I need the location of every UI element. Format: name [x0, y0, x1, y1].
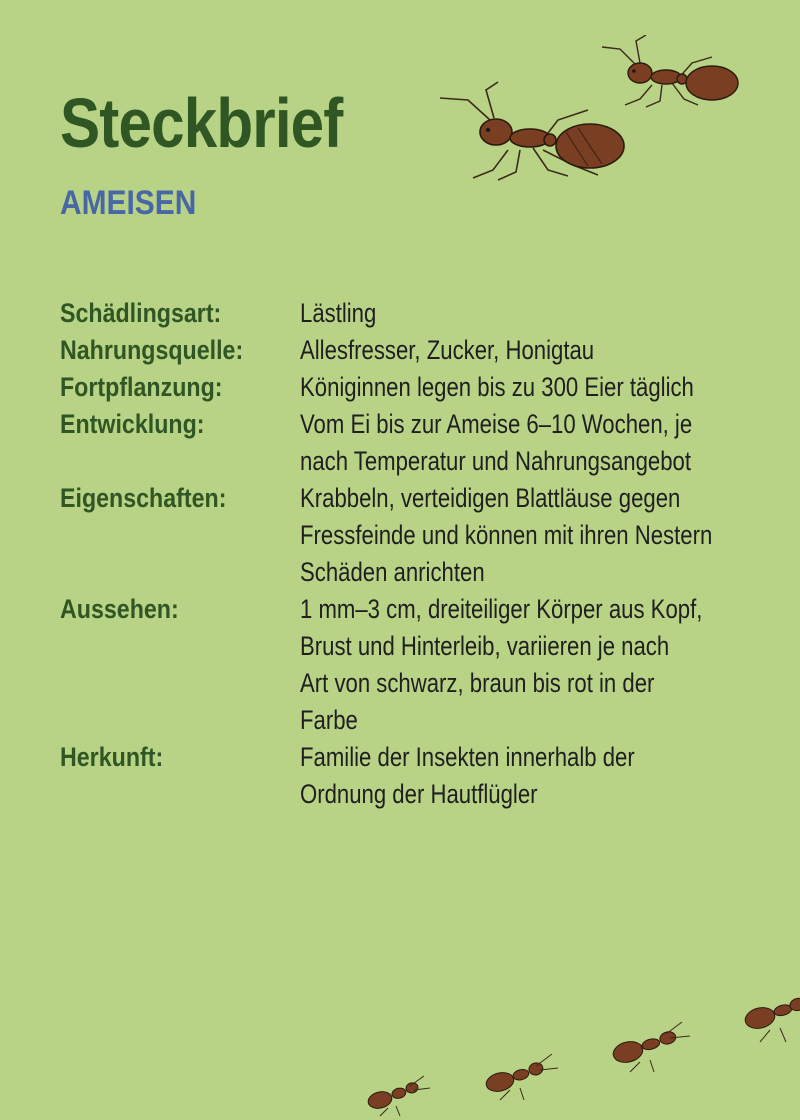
fact-value — [300, 480, 760, 591]
page-title: Steckbrief — [60, 84, 343, 162]
fact-label: Entwicklung: — [60, 409, 205, 439]
fact-label: Eigenschaften: — [60, 483, 227, 513]
fact-row — [60, 406, 760, 480]
fact-value-line: Farbe — [300, 705, 358, 735]
fact-row — [60, 295, 760, 332]
fact-value — [300, 591, 760, 739]
fact-row — [60, 591, 760, 739]
ant-trail — [360, 990, 800, 1120]
page-subtitle: AMEISEN — [60, 184, 197, 222]
fact-value-line: Lästling — [300, 298, 377, 328]
fact-label: Nahrungsquelle: — [60, 335, 244, 365]
ant-illustration-small — [600, 35, 750, 110]
fact-value-line: Brust und Hinterleib, variieren je nach — [300, 631, 670, 661]
fact-value-line: Vom Ei bis zur Ameise 6–10 Wochen, je — [300, 409, 693, 439]
fact-value — [300, 739, 760, 813]
fact-value — [300, 332, 760, 369]
fact-value-line: Familie der Insekten innerhalb der — [300, 742, 635, 772]
fact-row — [60, 369, 760, 406]
fact-value-line: Allesfresser, Zucker, Honigtau — [300, 335, 595, 365]
fact-value — [300, 369, 760, 406]
fact-list — [60, 295, 760, 813]
fact-row — [60, 480, 760, 591]
fact-value-line: 1 mm–3 cm, dreiteiliger Körper aus Kopf, — [300, 594, 703, 624]
fact-label: Herkunft: — [60, 742, 164, 772]
fact-value-line: nach Temperatur und Nahrungsangebot — [300, 446, 692, 476]
fact-value-line: Ordnung der Hautflügler — [300, 779, 538, 809]
fact-value — [300, 406, 760, 480]
fact-value-line: Fressfeinde und können mit ihren Nestern — [300, 520, 713, 550]
fact-row — [60, 332, 760, 369]
fact-label: Aussehen: — [60, 594, 179, 624]
fact-label: Fortpflanzung: — [60, 372, 223, 402]
fact-value-line: Schäden anrichten — [300, 557, 485, 587]
fact-value-line: Art von schwarz, braun bis rot in der — [300, 668, 655, 698]
fact-value — [300, 295, 760, 332]
fact-row — [60, 739, 760, 813]
fact-label: Schädlingsart: — [60, 298, 222, 328]
fact-value-line: Königinnen legen bis zu 300 Eier täglich — [300, 372, 694, 402]
fact-value-line: Krabbeln, verteidigen Blattläuse gegen — [300, 483, 681, 513]
